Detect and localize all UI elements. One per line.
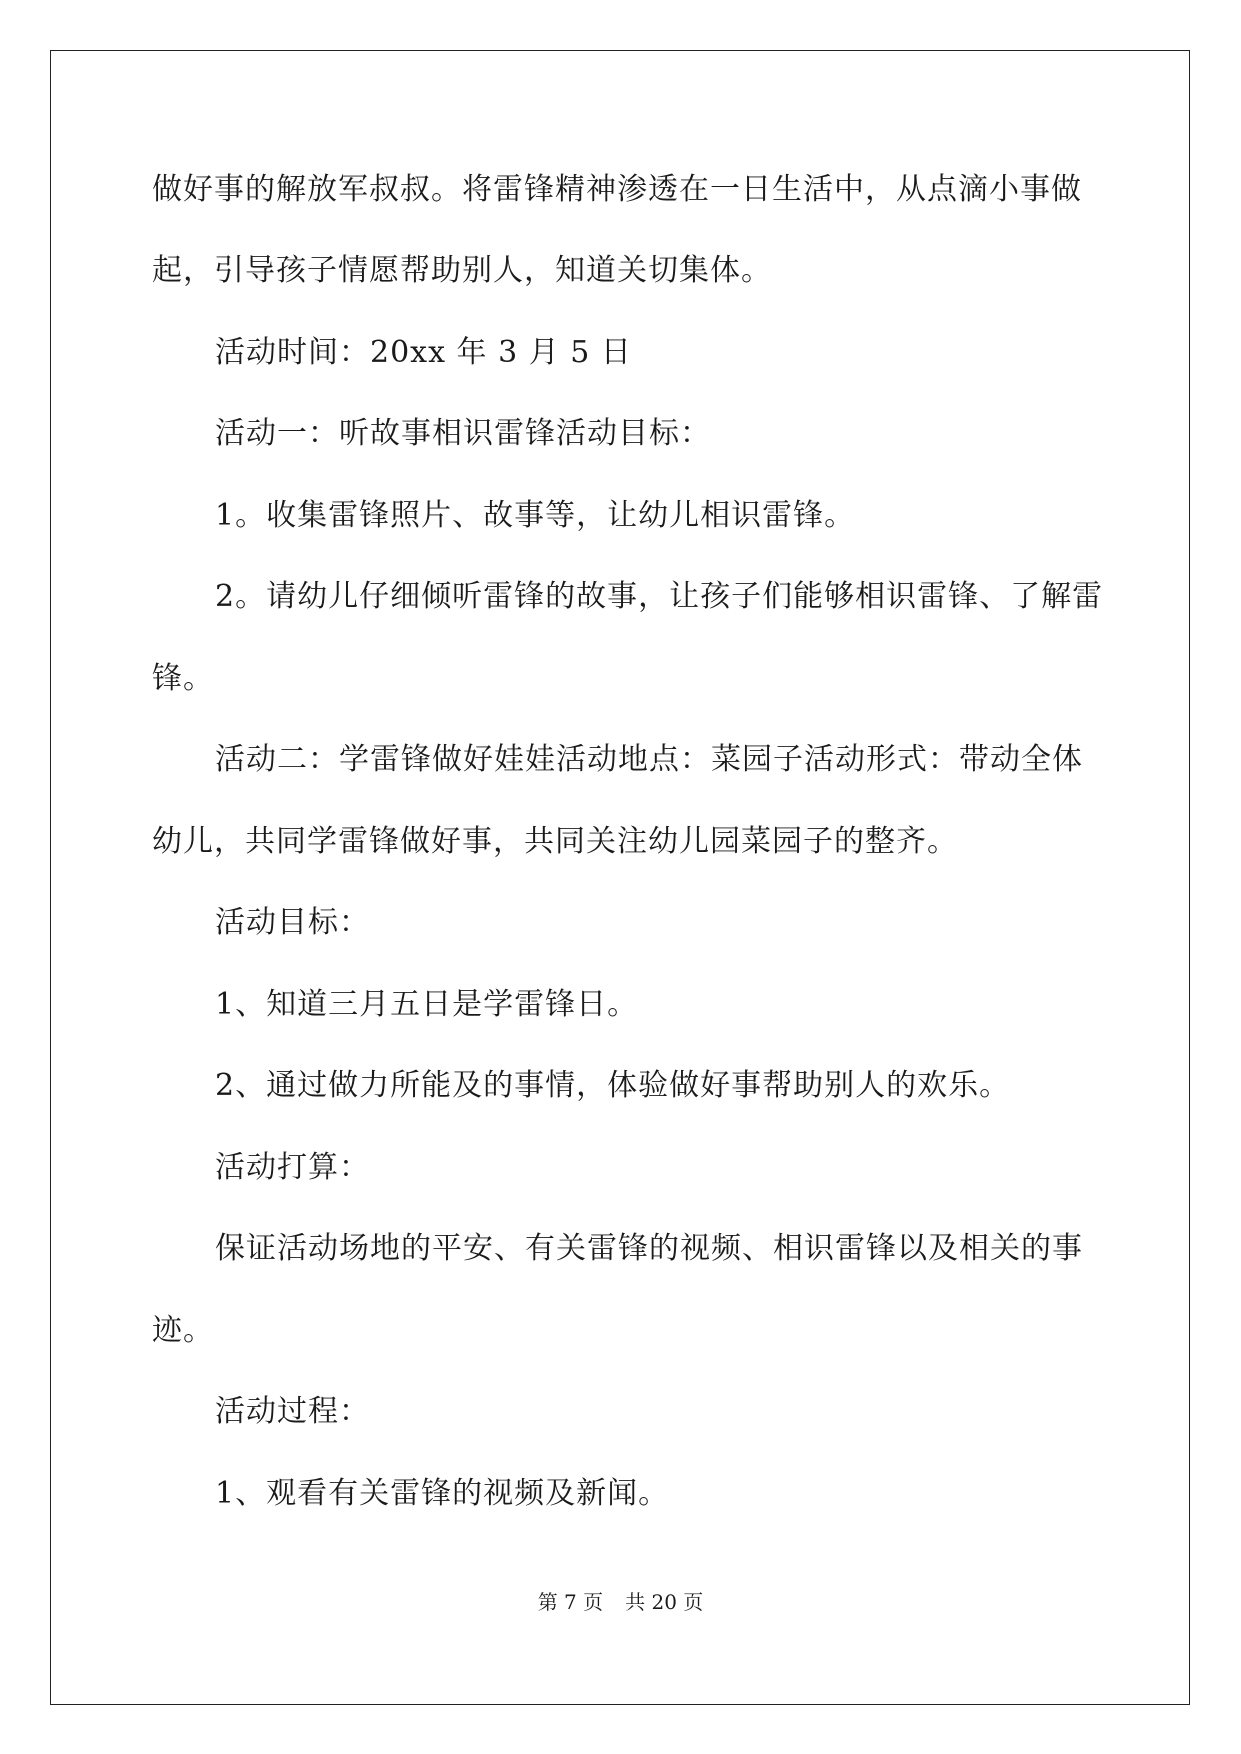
text-line: 活动时间：20xx 年 3 月 5 日 xyxy=(215,335,632,370)
text-line: 活动目标： xyxy=(215,905,370,940)
text-line: 做好事的解放军叔叔。将雷锋精神渗透在一日生活中，从点滴小事做 xyxy=(152,172,1082,207)
text-line: 1、知道三月五日是学雷锋日。 xyxy=(215,987,639,1022)
text-line: 活动二：学雷锋做好娃娃活动地点：菜园子活动形式：带动全体 xyxy=(215,742,1083,777)
text-line: 锋。 xyxy=(152,661,214,696)
text-line: 活动打算： xyxy=(215,1150,370,1185)
page-number-current: 第 7 页 xyxy=(537,1590,604,1614)
text-line: 幼儿，共同学雷锋做好事，共同关注幼儿园菜园子的整齐。 xyxy=(152,824,958,859)
page-number-total: 共 20 页 xyxy=(625,1590,704,1614)
text-line: 1。收集雷锋照片、故事等，让幼儿相识雷锋。 xyxy=(215,498,856,533)
text-line: 迹。 xyxy=(152,1313,214,1348)
text-line: 起，引导孩子情愿帮助别人，知道关切集体。 xyxy=(152,253,772,288)
text-line: 活动过程： xyxy=(215,1394,370,1429)
text-line: 保证活动场地的平安、有关雷锋的视频、相识雷锋以及相关的事 xyxy=(215,1231,1083,1266)
page-footer xyxy=(0,1588,1241,1616)
text-line: 2、通过做力所能及的事情，体验做好事帮助别人的欢乐。 xyxy=(215,1068,1011,1103)
text-line: 活动一：听故事相识雷锋活动目标： xyxy=(215,416,711,451)
text-line: 2。请幼儿仔细倾听雷锋的故事，让孩子们能够相识雷锋、了解雷 xyxy=(215,579,1104,614)
text-line: 1、观看有关雷锋的视频及新闻。 xyxy=(215,1476,670,1511)
page-border xyxy=(50,50,1190,1705)
